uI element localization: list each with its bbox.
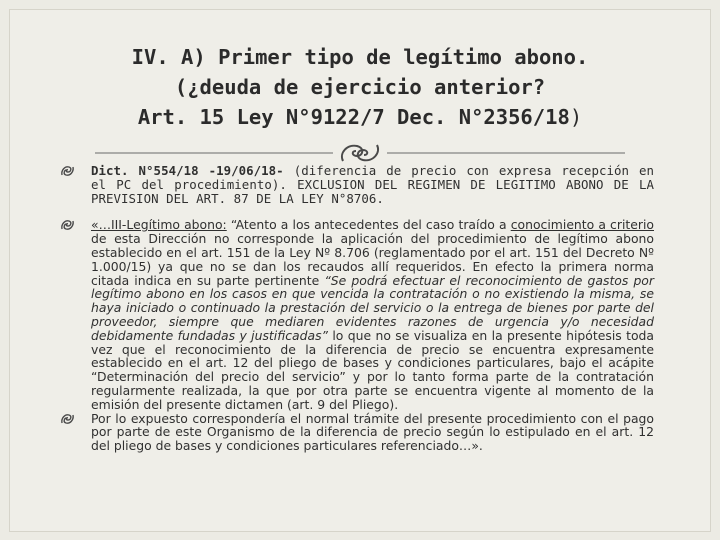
quote-underlined: conocimiento a criterio	[510, 217, 654, 233]
list-item	[60, 218, 654, 411]
title-line-1: IV. A) Primer tipo de legítimo abono.	[131, 45, 589, 69]
slide-title	[60, 42, 660, 132]
list-item	[60, 412, 654, 453]
quote-text-c: lo que no se visualiza en la presente hipótesis toda vez que el reconocimiento de la diferencia de precio se encuentra expresamente establecido en el art. 12 del pliego de bases y condiciones particulares, bajo el acápite “Determinación del precio del servicio” y por lo tanto forma parte de la contratación regularmente realizada, la que por otra parte se encuentra vigente al momento de la emisión del presente dictamen (art. 9 del Pliego).	[91, 327, 654, 412]
list-item	[60, 164, 654, 205]
quote-heading: «…III-Legítimo abono:	[91, 217, 227, 233]
quote-text-b: de esta Dirección no corresponde la aplicación del procedimiento de legítimo abono establecido en el art. 151 de la Ley Nº 8.706 (reglamentado por el art. 151 del Decreto Nº 1.000/15) ya que no se dan los recaudos allí requeridos. En efecto la primera norma citada indica en su parte pertinente	[91, 231, 654, 288]
conclusion-text: Por lo expuesto correspondería el normal trámite del presente procedimiento con el pago por parte de este Organismo de la diferencia de precio según lo estipulado en el art. 12 del pliego de bases y condiciones particulares referenciado…».	[91, 410, 654, 454]
title-line-2: (¿deuda de ejercicio anterior?	[174, 75, 546, 99]
slide-body	[60, 164, 654, 453]
quote-italic-norm: “Se podrá efectuar el reconocimiento de gastos por legítimo abono en los casos en que vencida la contratación o no existiendo la misma, se haya iniciado o continuado la prestación del servicio o la entrega de bienes por parte del proveedor, siempre que mediaren evidentes razones de urgencia y/o necesidad debidamente fundadas y justificadas”	[91, 272, 654, 343]
title-line-3-paren: )	[569, 105, 583, 129]
title-line-3	[60, 102, 660, 132]
dictamen-description: (diferencia de precio con expresa recepción en el PC del procedimiento). EXCLUSION DEL REGIMEN DE LEGITIMO ABONO DE LA PREVISION DEL ART. 87 DE LA LEY N°8706.	[91, 163, 654, 206]
flourish-bullet-icon	[60, 164, 75, 178]
title-line-3-text: Art. 15 Ley N°9122/7 Dec. N°2356/18	[137, 105, 570, 129]
dictamen-reference: Dict. N°554/18 -19/06/18-	[91, 163, 284, 178]
flourish-bullet-icon	[60, 218, 75, 232]
flourish-bullet-icon	[60, 412, 75, 426]
quote-text-a: “Atento a los antecedentes del caso traído a	[226, 217, 511, 233]
